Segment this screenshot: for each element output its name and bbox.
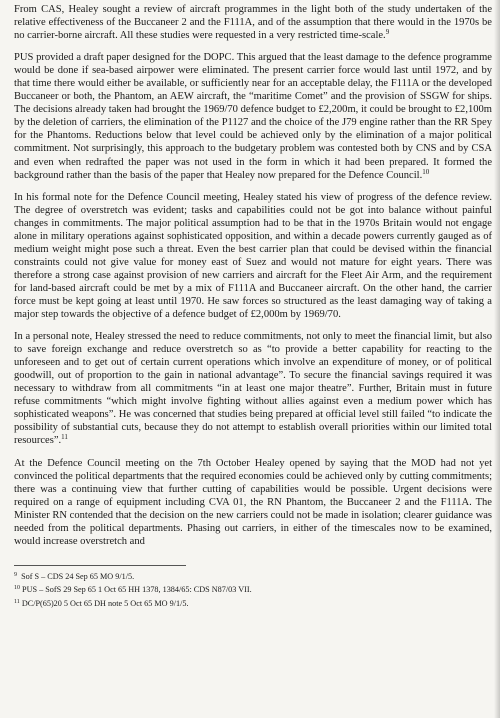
footnote-ref: 11 — [61, 433, 68, 442]
paragraph-pus-draft — [14, 51, 492, 181]
footnote — [14, 597, 492, 611]
paragraph-cas-review — [14, 3, 492, 42]
footnote-number: 10 — [14, 585, 20, 592]
footnote-number: 9 — [14, 571, 17, 578]
scan-edge-shadow — [494, 0, 500, 718]
paragraph-text: In a personal note, Healey stressed the need to reduce commitments, not only to meet the financial limit, but also to save foreign exchange and reduce overstretch so as “to provide a better capability for reacting to the unforeseen and to get out of certain current operations which involve an expenditure of money, or of political goodwill, out of proportion to the gain in national advantage”. To secure the financial savings required it was necessary to withdraw from all commitments “in at least one major theatre”. Further, Britain must in future refuse commitments “which might involve fighting without allies against even a medium power which has sophisticated weapons”. He was concerned that studies being prepared at official level still failed “to indicate the possibility of substantial cuts, because they do not attempt to establish overall priorities within our limited total resources”. — [14, 331, 492, 447]
footnote — [14, 570, 492, 584]
paragraph-text: From CAS, Healey sought a review of aircraft programmes in the light both of the study undertaken of the relative effectiveness of the Buccaneer 2 and the F111A, and of the assumption that there would in the 1970s be no carrier-borne aircraft. All these studies were requested in a very restricted time-scale. — [14, 4, 492, 42]
paragraph-formal-note — [14, 191, 492, 321]
footnote-divider — [14, 565, 186, 566]
footnote-ref: 10 — [422, 167, 430, 176]
footnote-text: DC/P(65)20 5 Oct 65 DH note 5 Oct 65 MO 9/1/5. — [21, 599, 189, 609]
footnote-text: Sof S – CDS 24 Sep 65 MO 9/1/5. — [21, 571, 135, 581]
paragraph-text: At the Defence Council meeting on the 7th October Healey opened by saying that the MOD had not yet convinced the political departments that the required economies could be achieved only by cutting commitments; there was a continuing view that further cutting of capabilities would be possible. Urgent decisions were required on a range of equipment including CVA 01, the RN Phantom, the Buccaneer 2 and the F111A. The Minister RN contended that the decision on the new carriers could not be made in isolation; clearer guidance was needed from the political departments. Phasing out carriers, in either of the timescales now to be examined, would increase overstretch and — [14, 457, 492, 547]
paragraph-personal-note — [14, 330, 492, 447]
paragraph-text: In his formal note for the Defence Council meeting, Healey stated his view of progress of the defence review. The degree of overstretch was evident; tasks and capabilities could not be got into balance without painful changes in commitments. The major political assumption had to be that in the 1970s Britain would not engage alone in military operations against sophisticated opposition, and within a decade powers currently gauged as of medium weight might pose such a threat. Even the best carrier plan that could be devised within the financial constraints could not give value for money east of Suez and would not mature for eight years. There was therefore a strong case against provision of new carriers and aircraft for the Fleet Air Arm, and the requirement for land-based aircraft could be met by a mix of F111A and Buccaneer aircraft. On the other hand, the carrier force must be kept going at least until 1970. He saw forces so structured as the least damaging way of taking a major step towards the objective of a defence budget of £2,000m by 1969/70. — [14, 191, 492, 321]
footnote-ref: 9 — [385, 28, 390, 37]
footnote-text: PUS – SofS 29 Sep 65 1 Oct 65 HH 1378, 1384/65: CDS N87/03 VII. — [22, 585, 252, 595]
paragraph-text: PUS provided a draft paper designed for the DOPC. This argued that the least damage to the defence programme would be done if sea-based airpower were eliminated. The present carrier force would last until 1972, and by that time there would either be available, or sufficiently near for an acceptable delay, the F111A or the developed Buccaneer or both, the Phantom, an AEW aircraft, the “maritime Comet” and the provision of SSGW for ships. The decisions already taken had brought the 1969/70 defence budget to £2,200m, it could be brought to £2,100m by the deletion of carriers, the elimination of the P1127 and the choice of the J79 engine rather than the RR Spey for the Phantoms. Reductions below that level could be achieved only by the elimination of a major political commitment. Not surprisingly, this approach to the budgetary problem was contested both by CNS and by CSA and even when redrafted the paper was not used in the form in which it had been prepared. It formed the background rather than the basis of the paper that Healey now prepared for the Defence Council. — [14, 52, 492, 181]
footnote — [14, 583, 492, 597]
footnote-number: 11 — [14, 599, 20, 606]
paragraph-defence-council-meeting — [14, 457, 492, 548]
